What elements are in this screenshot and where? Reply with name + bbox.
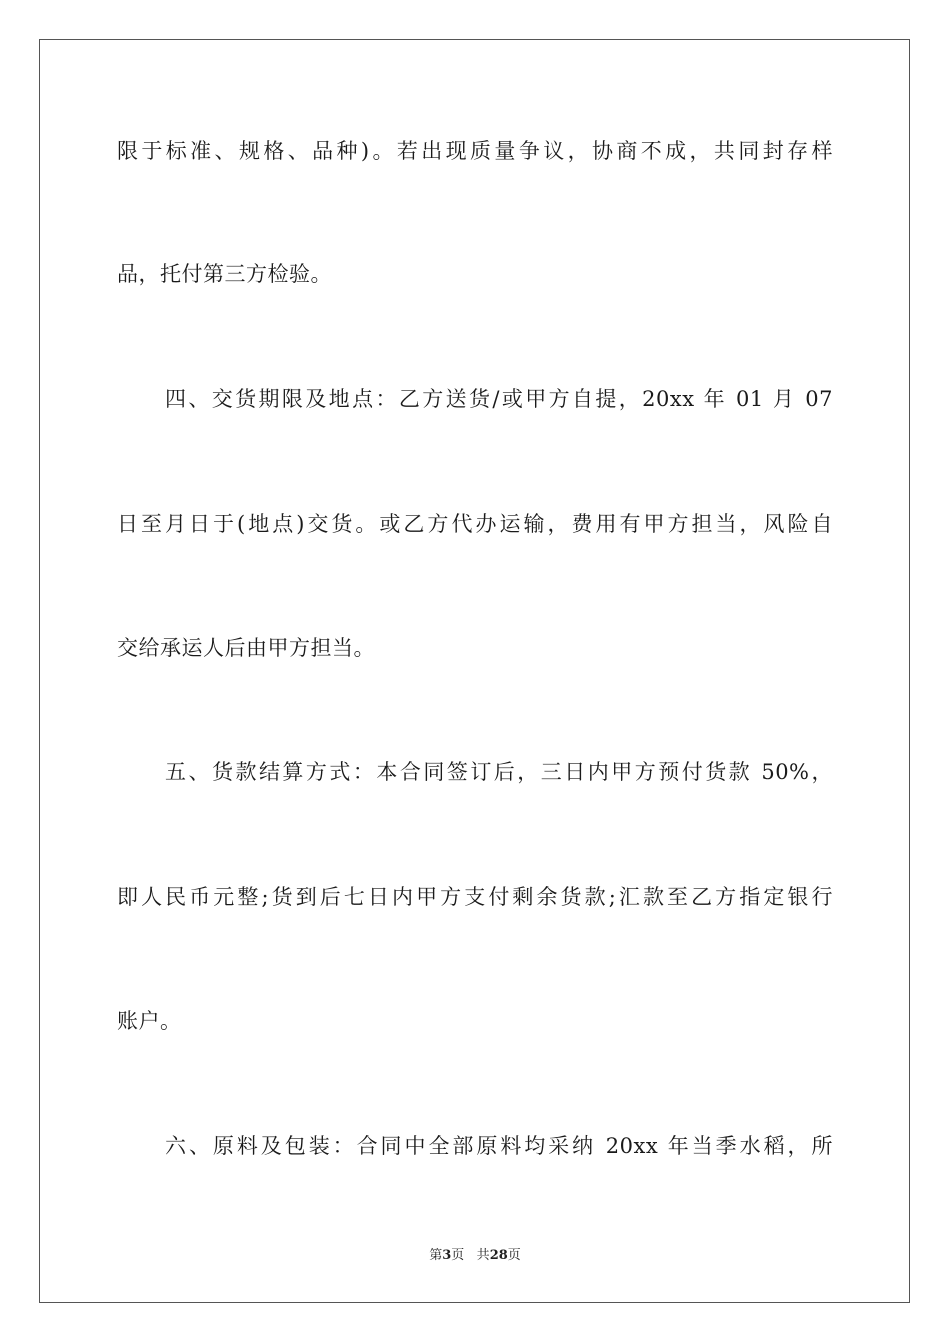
- body-line-5: 交给承运人后由甲方担当。: [117, 636, 375, 660]
- body-line-7: 即人民币元整;货到后七日内甲方支付剩余货款;汇款至乙方指定银行: [117, 885, 833, 909]
- body-line-2: 品，托付第三方检验。: [117, 262, 332, 286]
- body-line-4: 日至月日于(地点)交货。或乙方代办运输，费用有甲方担当，风险自: [117, 512, 833, 536]
- footer-prefix: 第: [429, 1248, 443, 1263]
- body-line-8: 账户。: [117, 1009, 182, 1033]
- body-line-3: 四、交货期限及地点：乙方送货/或甲方自提，20xx 年 01 月 07: [165, 387, 833, 411]
- footer-total-prefix: 共: [476, 1248, 490, 1263]
- body-line-9: 六、原料及包装：合同中全部原料均采纳 20xx 年当季水稻，所: [165, 1134, 833, 1158]
- body-line-6: 五、货款结算方式：本合同签订后，三日内甲方预付货款 50%，: [165, 760, 833, 784]
- footer-page-suffix: 页: [451, 1248, 465, 1263]
- footer-total-suffix: 页: [507, 1248, 521, 1263]
- body-line-1: 限于标准、规格、品种)。若出现质量争议，协商不成，共同封存样: [117, 139, 833, 163]
- footer-total-pages: 28: [489, 1248, 508, 1263]
- page-footer: [0, 1247, 950, 1265]
- footer-page-number: 3: [442, 1248, 452, 1263]
- page-border: [39, 39, 910, 1303]
